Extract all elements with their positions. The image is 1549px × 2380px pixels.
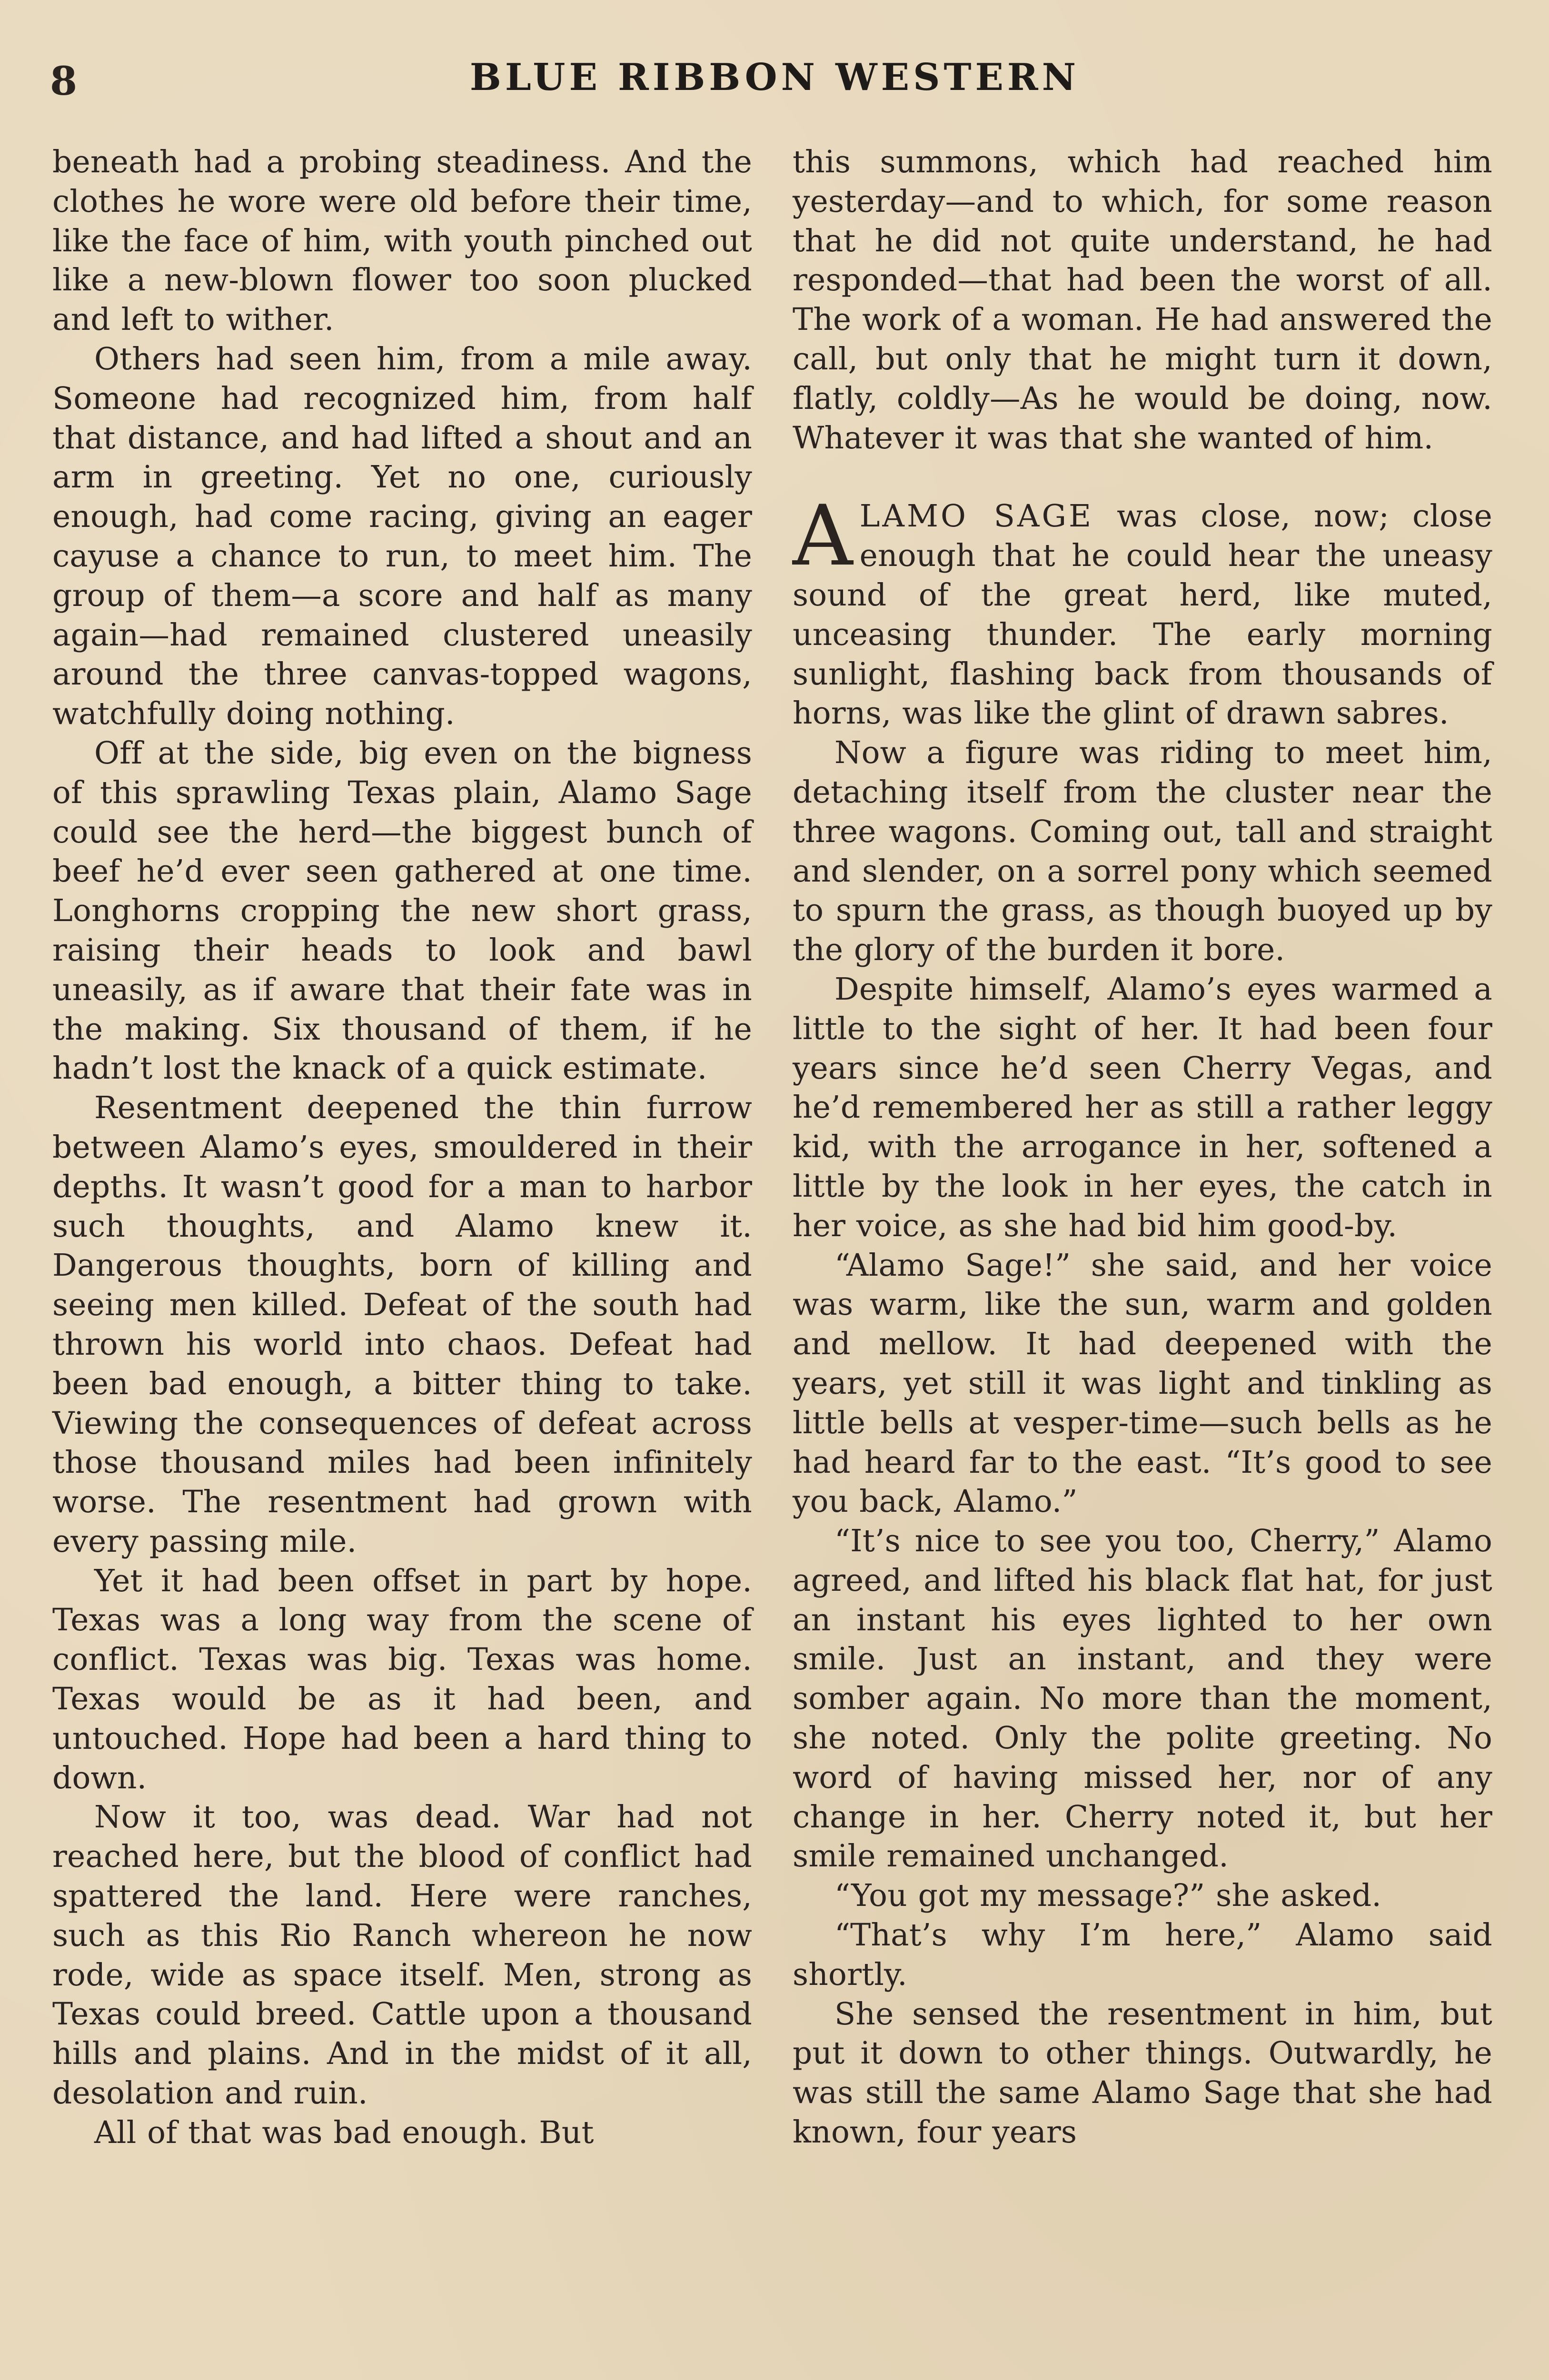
paragraph: “Alamo Sage!” she said, and her voice was warm, like the sun, warm and golden and mellow. It had deepened with the years, yet still it was light and tinkling as little bells at vesper-time—such bells as he had heard far to the east. “It’s good to see you back, Alamo.” [793,1247,1492,1520]
dropcap-paragraph [793,488,1492,734]
running-head: BLUE RIBBON WESTERN [469,56,1080,99]
paragraph: Now a figure was riding to meet him, detaching itself from the cluster near the three wagons. Coming out, tall and straight and slender, on a sorrel pony which seemed to spurn the grass, as though buoyed up by the glory of the burden it bore. [793,735,1492,968]
paragraph: Now it too, was dead. War had not reached here, but the blood of conflict had spattered the land. Here were ranches, such as this Rio Ranch whereon he now rode, wide as space itself. Men, strong as Texas could breed. Cattle upon a thousand hills and plains. And in the midst of it all, desolation and ruin. [52,1799,752,2112]
left-column [52,143,752,2380]
dropcap-letter: A [793,488,853,585]
paragraph: beneath had a probing steadiness. And the clothes he wore were old before their time, like the face of him, with youth pinched out like a new-blown flower too soon plucked and left to wither. [52,144,752,338]
page-number: 8 [50,59,78,104]
paragraph: She sensed the resentment in him, but put it down to other things. Outwardly, he was still the same Alamo Sage that she had known, four years [793,1996,1492,2151]
paragraph: Resentment deepened the thin furrow between Alamo’s eyes, smouldered in their depths. It wasn’t good for a man to harbor such thoughts, and Alamo knew it. Dangerous thoughts, born of killing and seeing men killed. Defeat of the south had thrown his world into chaos. Defeat had been bad enough, a bitter thing to take. Viewing the consequences of defeat across those thousand miles had been infinitely worse. The resentment had grown with every passing mile. [52,1090,752,1559]
paragraph: Others had seen him, from a mile away. Someone had recognized him, from half that distance, and had lifted a shout and an arm in greeting. Yet no one, curiously enough, had come racing, giving an eager cayuse a chance to run, to meet him. The group of them—a score and half as many again—had remained clustered uneasily around the three canvas-topped wagons, watchfully doing nothing. [52,341,752,732]
paragraph: Yet it had been offset in part by hope. Texas was a long way from the scene of conflict. Texas was big. Texas was home. Texas would be as it had been, and untouched. Hope had been a hard thing to down. [52,1563,752,1796]
paragraph: this summons, which had reached him yesterday—and to which, for some reason that he did not quite understand, he had responded—that had been the worst of all. The work of a woman. He had answered the call, but only that he might turn it down, flatly, coldly—As he would be doing, now. Whatever it was that she wanted of him. [793,144,1492,456]
dropcap-paragraph-text: was close, now; close enough that he could hear the uneasy sound of the great herd, like muted, unceasing thunder. The early morning sunlight, flashing back from thousands of horns, was like the glint of drawn sabres. [793,498,1492,732]
paragraph: All of that was bad enough. But [94,2114,594,2151]
page-header [45,50,1504,112]
paragraph: “That’s why I’m here,” Alamo said shortly. [793,1917,1492,1993]
paragraph: Despite himself, Alamo’s eyes warmed a little to the sight of her. It had been four years since he’d seen Cherry Vegas, and he’d remembered her as still a rather leggy kid, with the arrogance in her, softened a little by the look in her eyes, the catch in her voice, as she had bid him good-by. [793,971,1492,1244]
section-break [793,458,1492,497]
paragraph: “It’s nice to see you too, Cherry,” Alamo agreed, and lifted his black flat hat, for just an instant his eyes lighted to her own smile. Just an instant, and they were somber again. No more than the moment, she noted. Only the polite greeting. No word of having missed her, nor of any change in her. Cherry noted it, but her smile remained unchanged. [793,1523,1492,1874]
paragraph: “You got my message?” she asked. [834,1878,1382,1914]
right-column [793,143,1492,2380]
dropcap-lead-words: LAMO SAGE [859,498,1094,535]
paragraph: Off at the side, big even on the bigness of this sprawling Texas plain, Alamo Sage could see the herd—the biggest bunch of beef he’d ever seen gathered at one time. Longhorns cropping the new short grass, raising their heads to look and bawl uneasily, as if aware that their fate was in the making. Six thousand of them, if he hadn’t lost the knack of a quick estimate. [52,735,752,1087]
